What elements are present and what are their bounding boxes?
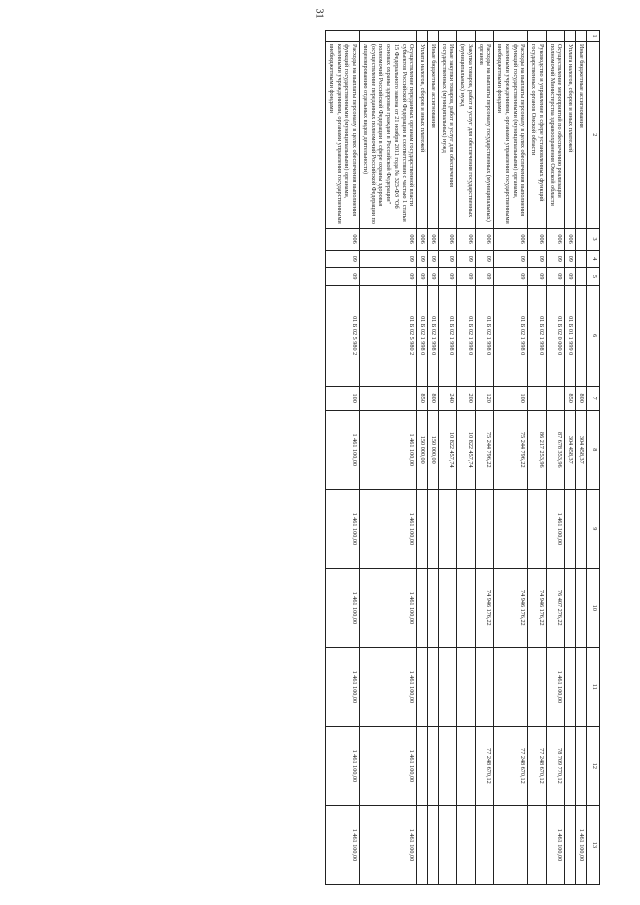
code-cell: 09 [360,268,417,286]
amount-cell: 77 248 670,12 [494,726,528,805]
code-cell: 09 [528,250,547,268]
table-row [576,31,587,885]
amount-cell [528,647,547,726]
code-cell [576,228,587,250]
amount-cell [417,805,428,884]
code-cell: 09 [439,268,458,286]
code-cell: 01 Б 02 1 998 0 [476,285,495,386]
col-header: 12 [587,726,600,805]
table-row [547,31,566,885]
budget-table [325,30,600,885]
amount-cell [476,489,495,568]
row-index-cell [457,31,476,42]
code-cell: 850 [417,386,428,410]
code-cell: 006 [528,228,547,250]
col-header: 5 [587,268,600,286]
col-header: 11 [587,647,600,726]
amount-cell: 1 461 100,00 [547,489,566,568]
row-index-cell [528,31,547,42]
page-number: 31 [313,8,325,19]
code-cell: 09 [476,250,495,268]
table-row [428,31,439,885]
amount-cell [417,726,428,805]
amount-cell: 1 461 100,00 [326,647,360,726]
amount-cell [417,568,428,647]
amount-cell [576,726,587,805]
col-header: 2 [587,41,600,228]
row-description: Расходы на выплаты персоналу в целях обеспечения выполнения функций государственными (муниципальными) органами, казенными учреждениями, органами управления государственными внебюджетными фондами [326,41,360,228]
code-cell: 09 [457,268,476,286]
amount-cell [528,489,547,568]
amount-cell [457,647,476,726]
amount-cell: 1 461 100,00 [326,410,360,489]
row-description: Закупка товаров, работ и услуг для обеспечения государственных (муниципальных) нужд [457,41,476,228]
amount-cell [439,805,458,884]
code-cell: 01 Б 02 1 998 0 [528,285,547,386]
code-cell: 120 [476,386,495,410]
code-cell [576,285,587,386]
table-row [439,31,458,885]
code-cell [576,250,587,268]
col-header: 1 [587,31,600,42]
amount-cell: 1 461 100,00 [326,726,360,805]
table-body [326,31,587,885]
amount-cell [565,726,576,805]
code-cell: 01 Б 02 1 998 0 [494,285,528,386]
amount-cell: 1 461 100,00 [547,647,566,726]
rotated-table-container [40,30,600,885]
amount-cell: 304 458,37 [565,410,576,489]
row-index-cell [565,31,576,42]
amount-cell: 78 709 770,12 [547,726,566,805]
row-index-cell [326,31,360,42]
table-row [457,31,476,885]
amount-cell: 1 461 100,00 [360,489,417,568]
amount-cell: 1 461 100,00 [576,805,587,884]
row-description: Осуществление мероприятий по обеспечению реализации полномочий Министерства здравоохранения Омской области [547,41,566,228]
code-cell: 006 [439,228,458,250]
code-cell: 006 [476,228,495,250]
amount-cell: 86 217 253,96 [528,410,547,489]
amount-cell: 77 248 670,12 [476,726,495,805]
amount-cell [494,489,528,568]
code-cell: 09 [457,250,476,268]
code-cell: 09 [417,268,428,286]
row-index-cell [576,31,587,42]
code-cell: 006 [547,228,566,250]
code-cell: 006 [565,228,576,250]
col-header: 3 [587,228,600,250]
code-cell: 01 Б 02 5 980 2 [360,285,417,386]
code-cell: 006 [494,228,528,250]
amount-cell: 75 244 796,22 [494,410,528,489]
row-index-cell [428,31,439,42]
code-cell: 09 [494,250,528,268]
amount-cell: 87 678 353,96 [547,410,566,489]
amount-cell [439,647,458,726]
amount-cell [576,647,587,726]
col-header: 8 [587,410,600,489]
amount-cell: 150 000,00 [417,410,428,489]
row-description: Уплата налогов, сборов и иных платежей [417,41,428,228]
code-cell: 800 [428,386,439,410]
row-description: Расходы на выплаты персоналу в целях обеспечения выполнения функций государственными (муниципальными) органами, казенными учреждениями, органами управления государственными внебюджетными фондами [494,41,528,228]
code-cell: 800 [576,386,587,410]
amount-cell [428,647,439,726]
row-index-cell [360,31,417,42]
amount-cell [565,489,576,568]
amount-cell: 74 946 176,22 [494,568,528,647]
amount-cell: 1 461 100,00 [360,805,417,884]
amount-cell [528,805,547,884]
amount-cell [428,805,439,884]
code-cell: 006 [326,228,360,250]
amount-cell: 1 461 100,00 [360,647,417,726]
code-cell: 09 [326,250,360,268]
code-cell: 240 [439,386,458,410]
col-header: 9 [587,489,600,568]
code-cell: 01 Б 02 5 980 2 [326,285,360,386]
amount-cell: 1 461 100,00 [326,489,360,568]
amount-cell: 150 000,00 [428,410,439,489]
amount-cell: 76 407 276,22 [547,568,566,647]
code-cell: 01 Б 02 1 998 0 [428,285,439,386]
amount-cell: 1 461 100,00 [326,805,360,884]
row-index-cell [547,31,566,42]
code-cell: 09 [547,268,566,286]
code-cell: 01 Б 02 1 998 0 [417,285,428,386]
code-cell: 09 [417,250,428,268]
amount-cell [457,489,476,568]
amount-cell: 1 461 100,00 [547,805,566,884]
row-description: Уплата налогов, сборов и иных платежей [565,41,576,228]
amount-cell [476,805,495,884]
amount-cell [417,647,428,726]
table-row [494,31,528,885]
code-cell: 09 [439,250,458,268]
col-header: 10 [587,568,600,647]
amount-cell [457,805,476,884]
amount-cell [576,489,587,568]
code-cell: 006 [457,228,476,250]
amount-cell [565,647,576,726]
code-cell: 01 Б 02 0 000 0 [547,285,566,386]
row-index-cell [476,31,495,42]
col-header: 6 [587,285,600,386]
row-index-cell [417,31,428,42]
amount-cell [565,568,576,647]
table-row [528,31,547,885]
code-cell: 09 [360,250,417,268]
amount-cell: 1 461 100,00 [360,568,417,647]
amount-cell: 74 946 176,22 [476,568,495,647]
code-cell: 09 [565,250,576,268]
code-cell: 100 [494,386,528,410]
code-cell: 200 [457,386,476,410]
code-cell: 09 [565,268,576,286]
amount-cell [457,568,476,647]
amount-cell: 10 822 457,74 [457,410,476,489]
code-cell [576,268,587,286]
header-row [587,31,600,885]
amount-cell [457,726,476,805]
amount-cell [428,568,439,647]
col-header: 7 [587,386,600,410]
code-cell: 006 [360,228,417,250]
row-index-cell [494,31,528,42]
code-cell: 09 [547,250,566,268]
row-description: Расходы на выплаты персоналу государственных (муниципальных) органов [476,41,495,228]
code-cell [360,386,417,410]
amount-cell [565,805,576,884]
code-cell: 01 Б 02 1 998 0 [439,285,458,386]
amount-cell: 1 461 100,00 [326,568,360,647]
code-cell: 09 [428,268,439,286]
code-cell [528,386,547,410]
table-row [417,31,428,885]
amount-cell [476,647,495,726]
row-description: Руководство и управление в сфере установленных функций государственных органов Омской области [528,41,547,228]
table-row [326,31,360,885]
amount-cell: 74 946 176,22 [528,568,547,647]
amount-cell [439,726,458,805]
amount-cell [428,726,439,805]
code-cell: 006 [428,228,439,250]
amount-cell [494,805,528,884]
amount-cell [417,489,428,568]
code-cell: 09 [428,250,439,268]
table-row [565,31,576,885]
col-header: 13 [587,805,600,884]
amount-cell [576,568,587,647]
amount-cell: 77 248 670,12 [528,726,547,805]
row-description: Осуществление переданных органам государственной власти субъектов Российской Федерации в соответствии с частью 1 статьи 15 Федерального закона от 21 ноября 2011 года № 323-ФЗ "Об основах охраны здоровья граждан в Российской Федерации" полномочий Российской Федерации в сфере охраны здоровья (осуществление переданных полномочий Российской Федерации по лицензированию отдельных видов деятельности) [360,41,417,228]
amount-cell: 75 244 796,22 [476,410,495,489]
amount-cell: 10 822 457,74 [439,410,458,489]
code-cell: 006 [417,228,428,250]
amount-cell [428,489,439,568]
code-cell: 09 [494,268,528,286]
code-cell [547,386,566,410]
table-row [360,31,417,885]
amount-cell [494,647,528,726]
code-cell: 01 Б 02 1 998 0 [457,285,476,386]
code-cell: 09 [476,268,495,286]
amount-cell: 1 461 100,00 [360,410,417,489]
row-description: Иные закупки товаров, работ и услуг для обеспечения государственных (муниципальных) нужд [439,41,458,228]
code-cell: 100 [326,386,360,410]
col-header: 4 [587,250,600,268]
table-row [476,31,495,885]
code-cell: 850 [565,386,576,410]
code-cell: 09 [326,268,360,286]
row-description: Иные бюджетные ассигнования [576,41,587,228]
row-description: Иные бюджетные ассигнования [428,41,439,228]
amount-cell [439,489,458,568]
amount-cell: 1 461 100,00 [360,726,417,805]
row-index-cell [439,31,458,42]
code-cell: 01 Б 01 1 999 0 [565,285,576,386]
amount-cell: 304 458,37 [576,410,587,489]
code-cell: 09 [528,268,547,286]
amount-cell [439,568,458,647]
